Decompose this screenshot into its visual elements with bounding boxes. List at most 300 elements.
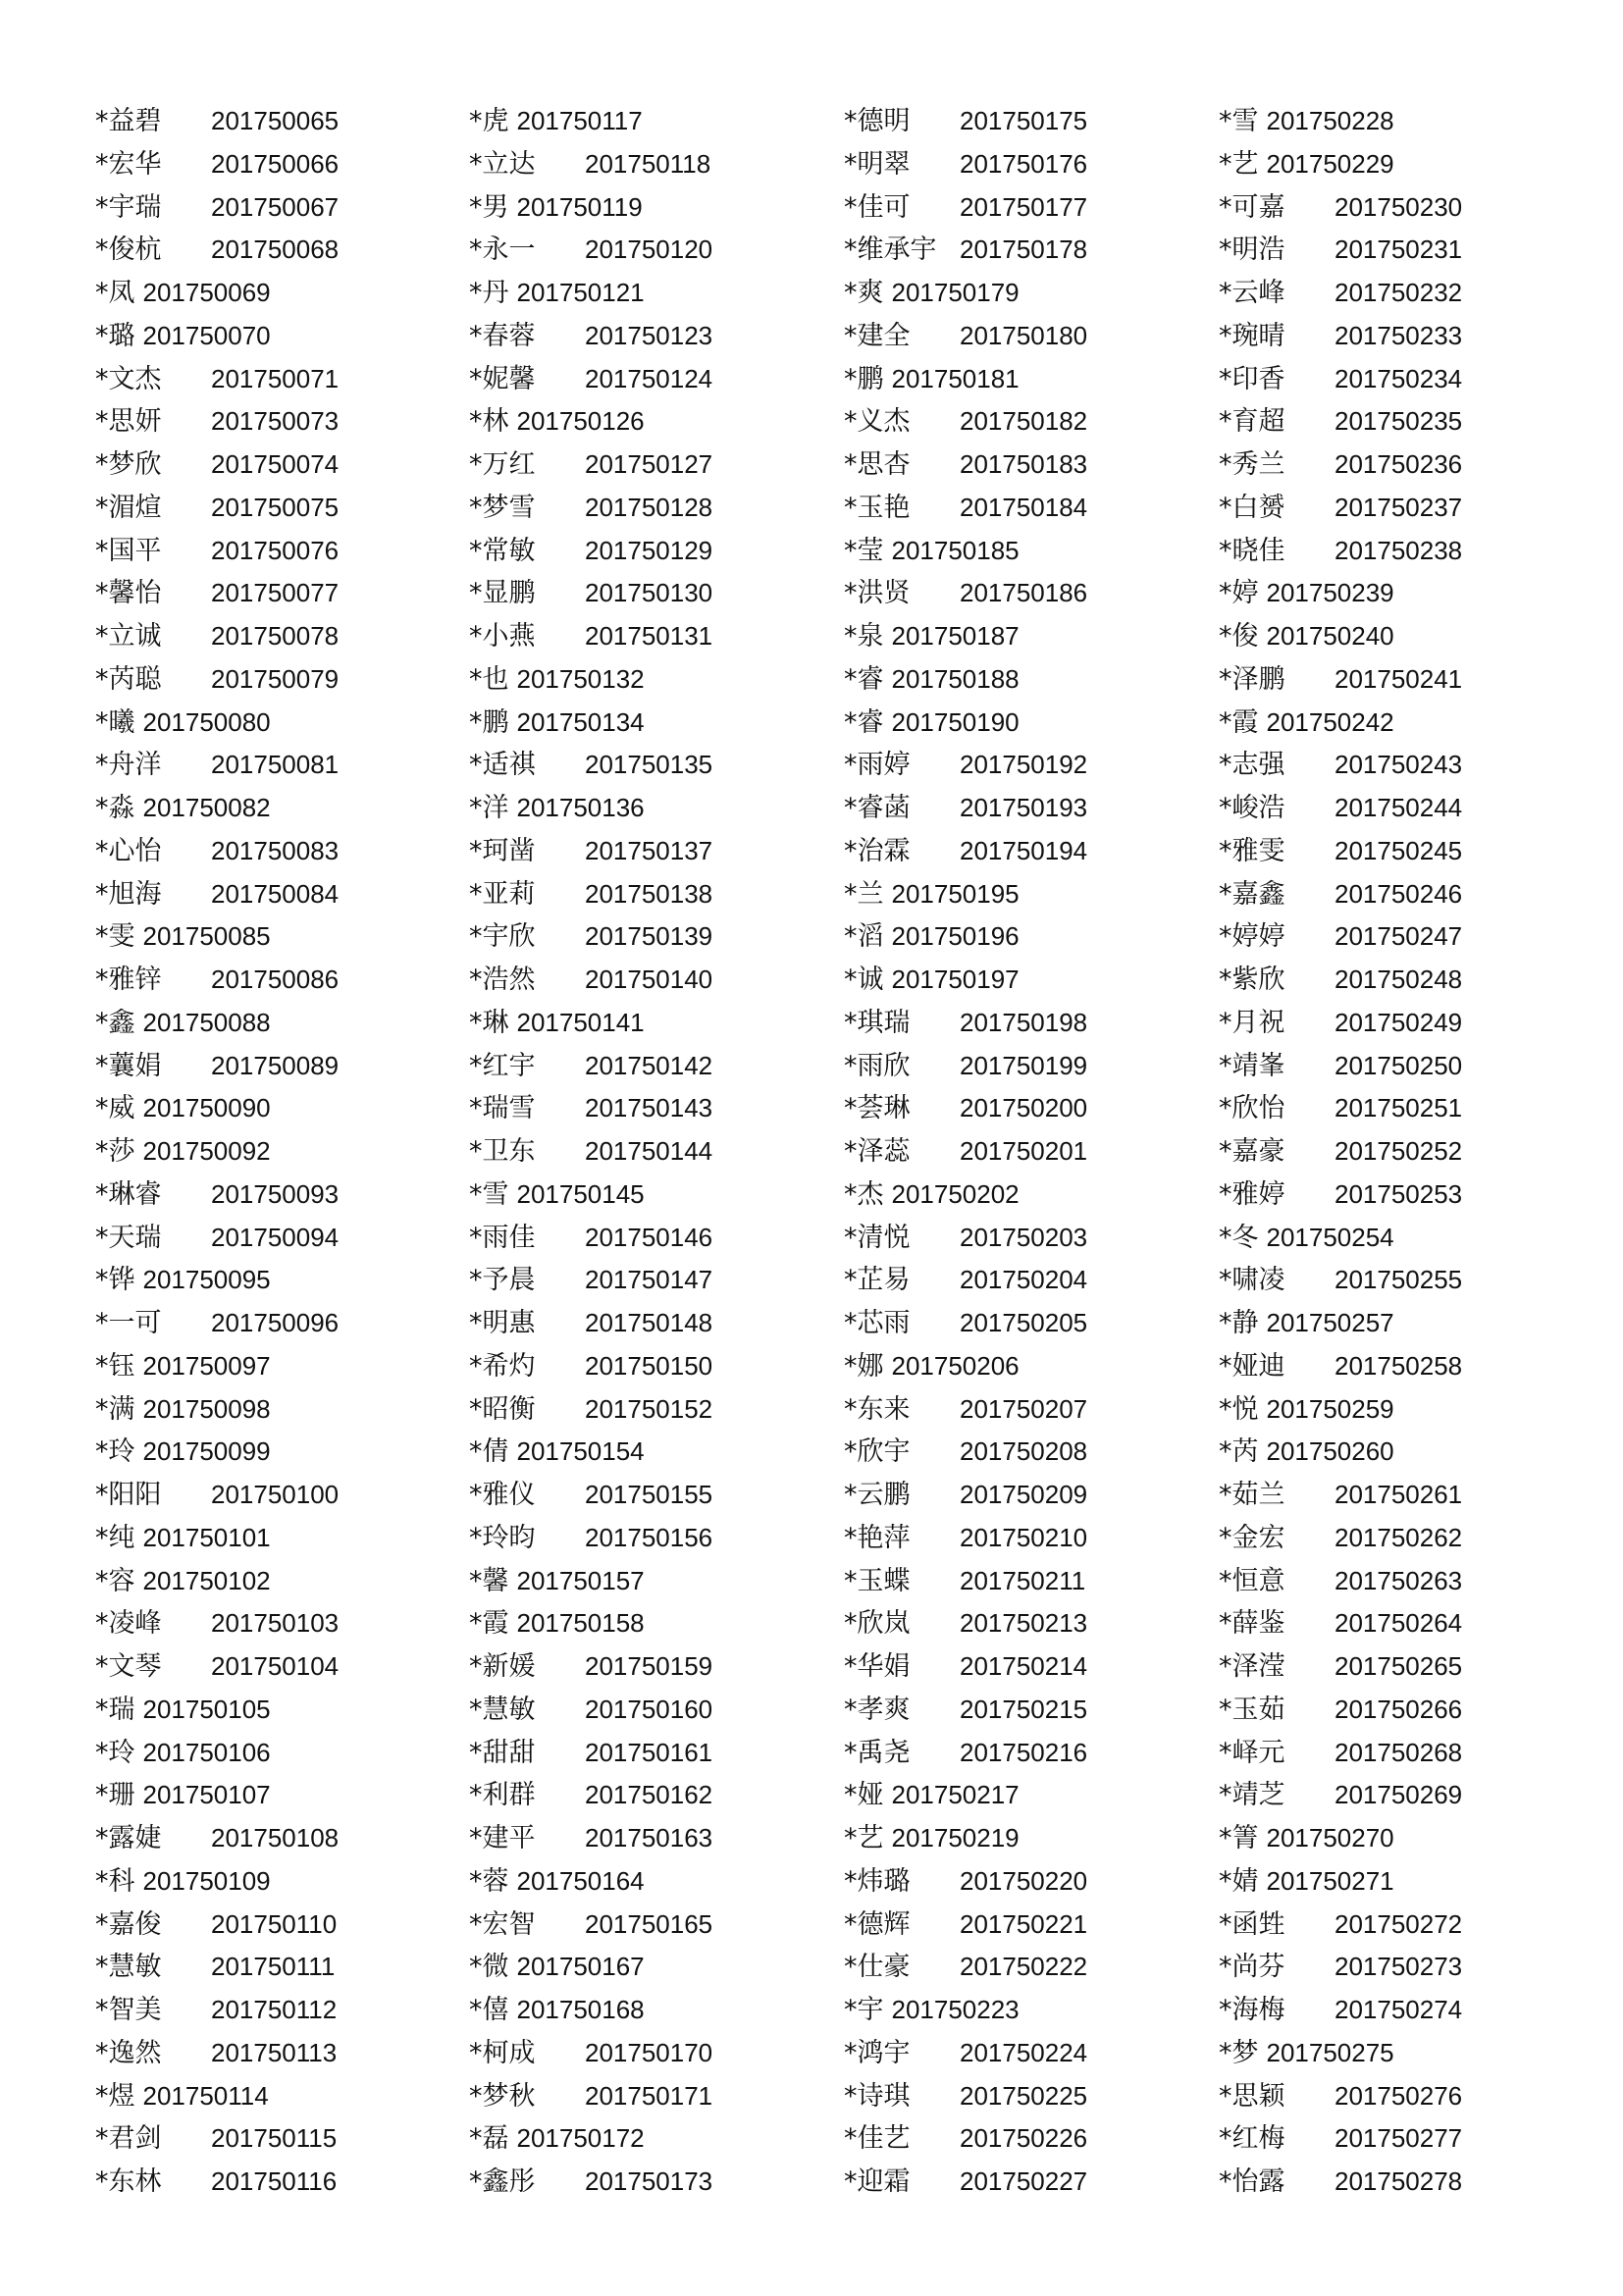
student-name: *爽	[844, 278, 884, 308]
student-id: 201750224	[960, 2037, 1088, 2067]
list-item	[469, 143, 842, 186]
list-item	[844, 915, 1217, 959]
student-id: 201750273	[1335, 1952, 1463, 1982]
student-id: 201750068	[211, 235, 340, 265]
student-name: *睿菡	[844, 793, 911, 823]
list-item	[469, 2117, 842, 2161]
student-name: *凤	[95, 278, 135, 308]
list-item	[469, 572, 842, 615]
roster-column-2	[469, 100, 842, 2204]
student-name: *鹏	[469, 706, 509, 738]
student-id: 201750128	[585, 492, 713, 522]
list-item	[95, 615, 468, 658]
student-id: 201750274	[1335, 1995, 1463, 2024]
student-name: *小燕	[469, 621, 536, 652]
list-item	[1219, 186, 1592, 230]
student-id: 201750246	[1335, 878, 1463, 909]
student-name: *红梅	[1219, 2123, 1285, 2155]
student-id: 201750276	[1335, 2080, 1463, 2111]
student-id: 201750230	[1335, 191, 1463, 222]
student-id: 201750248	[1335, 965, 1463, 994]
student-id: 201750104	[211, 1651, 340, 1681]
student-id: 201750156	[585, 1522, 713, 1552]
list-item	[469, 358, 842, 401]
list-item	[95, 873, 468, 916]
student-id: 201750146	[585, 1222, 713, 1252]
list-item	[95, 1817, 468, 1860]
list-item	[1219, 959, 1592, 1002]
student-name: *纯	[95, 1522, 135, 1553]
student-id: 201750253	[1335, 1178, 1463, 1209]
list-item	[1219, 1517, 1592, 1560]
student-name: *湄煊	[95, 492, 162, 523]
student-id: 201750130	[585, 578, 713, 608]
student-id: 201750209	[960, 1480, 1088, 1509]
list-item	[844, 2032, 1217, 2075]
student-name: *华娟	[844, 1651, 911, 1682]
student-id: 201750161	[585, 1737, 713, 1767]
student-name: *诚	[844, 965, 884, 995]
student-id: 201750275	[1266, 2037, 1394, 2067]
student-name: *威	[95, 1093, 135, 1124]
list-item	[469, 1431, 842, 1474]
student-id: 201750220	[960, 1865, 1088, 1896]
list-item	[844, 1087, 1217, 1130]
student-name: *旭海	[95, 878, 162, 910]
list-item	[1219, 1732, 1592, 1775]
student-id: 201750065	[211, 106, 340, 135]
student-id: 201750236	[1335, 449, 1463, 479]
student-id: 201750207	[960, 1393, 1088, 1424]
student-id: 201750244	[1335, 793, 1463, 822]
student-name: *琪瑞	[844, 1007, 911, 1038]
student-name: *鹏	[844, 363, 884, 394]
student-name: *娅	[844, 1780, 884, 1811]
student-name: *明惠	[469, 1308, 536, 1338]
student-name: *娜	[844, 1350, 884, 1382]
list-item	[844, 444, 1217, 487]
list-item	[95, 959, 468, 1002]
student-id: 201750165	[585, 1908, 713, 1939]
student-id: 201750239	[1266, 578, 1394, 608]
student-name: *国平	[95, 535, 162, 566]
student-name: *宏华	[95, 148, 162, 180]
list-item	[95, 1517, 468, 1560]
student-name: *永一	[469, 235, 536, 266]
student-name: *仕豪	[844, 1952, 911, 1983]
list-item	[844, 229, 1217, 272]
student-name: *欣岚	[844, 1608, 911, 1640]
student-id: 201750135	[585, 750, 713, 780]
list-item	[1219, 358, 1592, 401]
list-item	[95, 1130, 468, 1174]
student-id: 201750206	[891, 1350, 1020, 1381]
list-item	[95, 2032, 468, 2075]
list-item	[95, 272, 468, 315]
student-id: 201750075	[211, 492, 340, 522]
student-id: 201750102	[142, 1565, 271, 1595]
student-id: 201750187	[891, 621, 1020, 651]
student-id: 201750181	[891, 363, 1020, 393]
student-id: 201750171	[585, 2080, 713, 2111]
student-name: *琳	[469, 1007, 509, 1038]
student-name: *梦	[1219, 2037, 1259, 2068]
student-name: *玲昀	[469, 1522, 536, 1553]
student-name: *露婕	[95, 1823, 162, 1853]
student-name: *德明	[844, 106, 911, 136]
student-id: 201750247	[1335, 921, 1463, 952]
list-item	[844, 2075, 1217, 2118]
student-id: 201750127	[585, 449, 713, 479]
list-item	[844, 787, 1217, 830]
student-id: 201750208	[960, 1436, 1088, 1467]
student-id: 201750262	[1335, 1522, 1463, 1552]
student-name: *男	[469, 191, 509, 223]
student-name: *艺	[1219, 148, 1259, 180]
student-name: *雅婷	[1219, 1178, 1285, 1210]
list-item	[469, 1645, 842, 1689]
student-name: *玉茹	[1219, 1694, 1285, 1725]
list-item	[844, 1689, 1217, 1732]
list-item	[469, 787, 842, 830]
student-id: 201750268	[1335, 1737, 1463, 1767]
list-item	[95, 1689, 468, 1732]
student-name: *利群	[469, 1780, 536, 1811]
student-name: *浩然	[469, 965, 536, 995]
student-name: *靖芝	[1219, 1780, 1285, 1811]
student-id: 201750071	[211, 363, 340, 393]
list-item	[469, 1732, 842, 1775]
student-id: 201750092	[142, 1136, 271, 1166]
student-id: 201750158	[516, 1608, 645, 1639]
list-item	[844, 1517, 1217, 1560]
list-item	[469, 1817, 842, 1860]
student-name: *慧敏	[95, 1952, 162, 1983]
student-id: 201750237	[1335, 492, 1463, 522]
student-name: *云峰	[1219, 278, 1285, 308]
student-name: *君剑	[95, 2123, 162, 2155]
student-id: 201750167	[516, 1952, 645, 1982]
list-item	[95, 2161, 468, 2204]
student-id: 201750139	[585, 921, 713, 952]
student-id: 201750223	[891, 1995, 1020, 2024]
student-name: *雅锌	[95, 965, 162, 995]
list-item	[469, 1774, 842, 1817]
student-id: 201750196	[891, 921, 1020, 952]
list-item	[1219, 1002, 1592, 1045]
list-item	[1219, 1645, 1592, 1689]
roster-column-3	[844, 100, 1217, 2204]
list-item	[95, 2075, 468, 2118]
list-item	[1219, 1560, 1592, 1603]
list-item	[844, 143, 1217, 186]
student-name: *思颖	[1219, 2080, 1285, 2112]
list-item	[844, 1002, 1217, 1045]
student-id: 201750162	[585, 1780, 713, 1810]
list-item	[469, 1388, 842, 1432]
student-id: 201750099	[142, 1436, 271, 1467]
student-name: *思杏	[844, 449, 911, 480]
student-id: 201750235	[1335, 406, 1463, 437]
student-id: 201750085	[142, 921, 271, 952]
list-item	[469, 873, 842, 916]
list-item	[469, 2075, 842, 2118]
list-item	[844, 315, 1217, 358]
student-name: *昭衡	[469, 1393, 536, 1425]
list-item	[1219, 1602, 1592, 1645]
student-name: *煜	[95, 2080, 135, 2112]
list-item	[844, 1645, 1217, 1689]
student-id: 201750088	[142, 1007, 271, 1037]
student-name: *宇瑞	[95, 191, 162, 223]
list-item	[1219, 1045, 1592, 1088]
list-item	[469, 100, 842, 143]
student-id: 201750264	[1335, 1608, 1463, 1639]
student-id: 201750111	[211, 1952, 336, 1982]
student-name: *义杰	[844, 406, 911, 438]
student-name: *馨	[469, 1565, 509, 1596]
list-item	[469, 1602, 842, 1645]
student-id: 201750216	[960, 1737, 1088, 1767]
student-name: *治霖	[844, 835, 911, 866]
student-name: *僖	[469, 1995, 509, 2025]
student-id: 201750112	[211, 1995, 338, 2024]
student-name: *玉蝶	[844, 1565, 911, 1596]
student-name: *馨怡	[95, 578, 162, 609]
student-id: 201750195	[891, 878, 1020, 909]
student-name: *东林	[95, 2166, 162, 2197]
student-name: *予晨	[469, 1265, 536, 1296]
student-name: *璐	[95, 320, 135, 351]
student-name: *娅迪	[1219, 1350, 1285, 1382]
student-name: *俊	[1219, 621, 1259, 652]
list-item	[469, 186, 842, 230]
list-item	[1219, 702, 1592, 745]
list-item	[95, 100, 468, 143]
student-id: 201750103	[211, 1608, 340, 1639]
list-item	[844, 487, 1217, 530]
student-name: *希灼	[469, 1350, 536, 1382]
student-id: 201750170	[585, 2037, 713, 2067]
student-name: *琬晴	[1219, 320, 1285, 351]
student-name: *茹兰	[1219, 1480, 1285, 1510]
student-name: *莎	[95, 1136, 135, 1167]
list-item	[469, 2161, 842, 2204]
student-name: *迎霜	[844, 2166, 911, 2197]
student-name: *思妍	[95, 406, 162, 438]
list-item	[469, 658, 842, 702]
student-id: 201750140	[585, 965, 713, 994]
list-item	[469, 487, 842, 530]
student-id: 201750242	[1266, 706, 1394, 737]
list-item	[95, 1860, 468, 1904]
student-name: *慧敏	[469, 1694, 536, 1725]
student-id: 201750115	[211, 2123, 338, 2154]
student-name: *也	[469, 663, 509, 695]
list-item	[844, 615, 1217, 658]
student-id: 201750083	[211, 835, 340, 865]
student-id: 201750176	[960, 148, 1088, 179]
student-id: 201750131	[585, 621, 713, 651]
list-item	[844, 1817, 1217, 1860]
student-id: 201750200	[960, 1093, 1088, 1123]
student-name: *箐	[1219, 1823, 1259, 1853]
list-item	[469, 702, 842, 745]
student-id: 201750249	[1335, 1007, 1463, 1037]
student-id: 201750255	[1335, 1265, 1463, 1295]
student-id: 201750190	[891, 706, 1020, 737]
list-item	[844, 830, 1217, 873]
student-id: 201750265	[1335, 1651, 1463, 1681]
student-name: *晓佳	[1219, 535, 1285, 566]
list-item	[844, 2117, 1217, 2161]
student-name: *新媛	[469, 1651, 536, 1682]
student-name: *啸凌	[1219, 1265, 1285, 1296]
student-id: 201750222	[960, 1952, 1088, 1982]
student-name: *智美	[95, 1995, 162, 2025]
list-item	[1219, 1345, 1592, 1388]
student-id: 201750231	[1335, 235, 1463, 265]
list-item	[95, 915, 468, 959]
list-item	[1219, 1174, 1592, 1217]
student-name: *立诚	[95, 621, 162, 652]
list-item	[95, 487, 468, 530]
list-item	[95, 572, 468, 615]
list-item	[844, 1989, 1217, 2032]
student-name: *洋	[469, 793, 509, 823]
student-id: 201750093	[211, 1178, 340, 1209]
student-name: *冬	[1219, 1222, 1259, 1253]
student-id: 201750124	[585, 363, 713, 393]
list-item	[469, 1474, 842, 1517]
list-item	[1219, 1217, 1592, 1260]
student-id: 201750240	[1266, 621, 1394, 651]
student-name: *春蓉	[469, 320, 536, 351]
student-name: *容	[95, 1565, 135, 1596]
list-item	[469, 744, 842, 787]
student-name: *蘘娟	[95, 1050, 162, 1081]
list-item	[1219, 1431, 1592, 1474]
list-item	[1219, 444, 1592, 487]
student-name: *适祺	[469, 750, 536, 781]
student-name: *白赟	[1219, 492, 1285, 523]
student-name: *雯	[95, 921, 135, 953]
list-item	[469, 959, 842, 1002]
list-item	[469, 1130, 842, 1174]
student-id: 201750186	[960, 578, 1088, 608]
student-id: 201750129	[585, 535, 713, 565]
student-name: *泽鹏	[1219, 663, 1285, 695]
student-id: 201750069	[142, 278, 271, 307]
student-id: 201750245	[1335, 835, 1463, 865]
student-id: 201750241	[1335, 663, 1463, 694]
student-id: 201750106	[142, 1737, 271, 1767]
list-item	[844, 744, 1217, 787]
student-id: 201750278	[1335, 2166, 1463, 2196]
student-name: *悦	[1219, 1393, 1259, 1425]
student-id: 201750142	[585, 1050, 713, 1080]
list-item	[469, 1517, 842, 1560]
student-name: *瑞	[95, 1694, 135, 1725]
student-id: 201750109	[142, 1865, 271, 1896]
student-id: 201750233	[1335, 320, 1463, 350]
student-name: *海梅	[1219, 1995, 1285, 2025]
list-item	[1219, 572, 1592, 615]
roster-column-1	[95, 100, 468, 2204]
student-name: *虎	[469, 106, 509, 136]
list-item	[95, 1345, 468, 1388]
student-id: 201750121	[516, 278, 645, 307]
student-id: 201750168	[516, 1995, 645, 2024]
student-name: *峄元	[1219, 1737, 1285, 1768]
list-item	[95, 1774, 468, 1817]
student-id: 201750094	[211, 1222, 340, 1252]
student-id: 201750090	[142, 1093, 271, 1123]
list-item	[1219, 1259, 1592, 1302]
student-name: *雪	[469, 1178, 509, 1210]
list-item	[469, 830, 842, 873]
student-id: 201750175	[960, 106, 1088, 135]
list-item	[844, 702, 1217, 745]
list-item	[95, 1602, 468, 1645]
student-name: *淼	[95, 793, 135, 823]
student-id: 201750160	[585, 1694, 713, 1724]
student-name: *瑞雪	[469, 1093, 536, 1124]
student-id: 201750089	[211, 1050, 340, 1080]
list-item	[469, 1302, 842, 1345]
student-name: *雨婷	[844, 750, 911, 781]
list-item	[469, 1560, 842, 1603]
student-id: 201750221	[960, 1908, 1088, 1939]
list-item	[1219, 2161, 1592, 2204]
student-id: 201750081	[211, 750, 340, 780]
student-name: *莹	[844, 535, 884, 566]
student-id: 201750067	[211, 191, 340, 222]
list-item	[95, 1560, 468, 1603]
list-item	[95, 1217, 468, 1260]
list-item	[95, 1045, 468, 1088]
list-item	[844, 186, 1217, 230]
student-name: *睿	[844, 663, 884, 695]
list-item	[1219, 744, 1592, 787]
student-id: 201750225	[960, 2080, 1088, 2111]
student-id: 201750150	[585, 1350, 713, 1381]
list-item	[95, 787, 468, 830]
student-id: 201750155	[585, 1480, 713, 1509]
student-id: 201750079	[211, 663, 340, 694]
student-id: 201750215	[960, 1694, 1088, 1724]
list-item	[844, 1217, 1217, 1260]
list-item	[1219, 915, 1592, 959]
student-id: 201750203	[960, 1222, 1088, 1252]
student-name: *梦欣	[95, 449, 162, 480]
student-id: 201750269	[1335, 1780, 1463, 1810]
student-name: *滔	[844, 921, 884, 953]
student-name: *雅仪	[469, 1480, 536, 1510]
student-name: *亚莉	[469, 878, 536, 910]
student-id: 201750117	[516, 106, 643, 135]
student-id: 201750254	[1266, 1222, 1394, 1252]
list-item	[1219, 1904, 1592, 1947]
list-item	[1219, 1130, 1592, 1174]
list-item	[844, 1602, 1217, 1645]
student-id: 201750228	[1266, 106, 1394, 135]
student-name: *薛鉴	[1219, 1608, 1285, 1640]
list-item	[1219, 1689, 1592, 1732]
student-id: 201750199	[960, 1050, 1088, 1080]
student-id: 201750163	[585, 1823, 713, 1852]
list-item	[1219, 315, 1592, 358]
